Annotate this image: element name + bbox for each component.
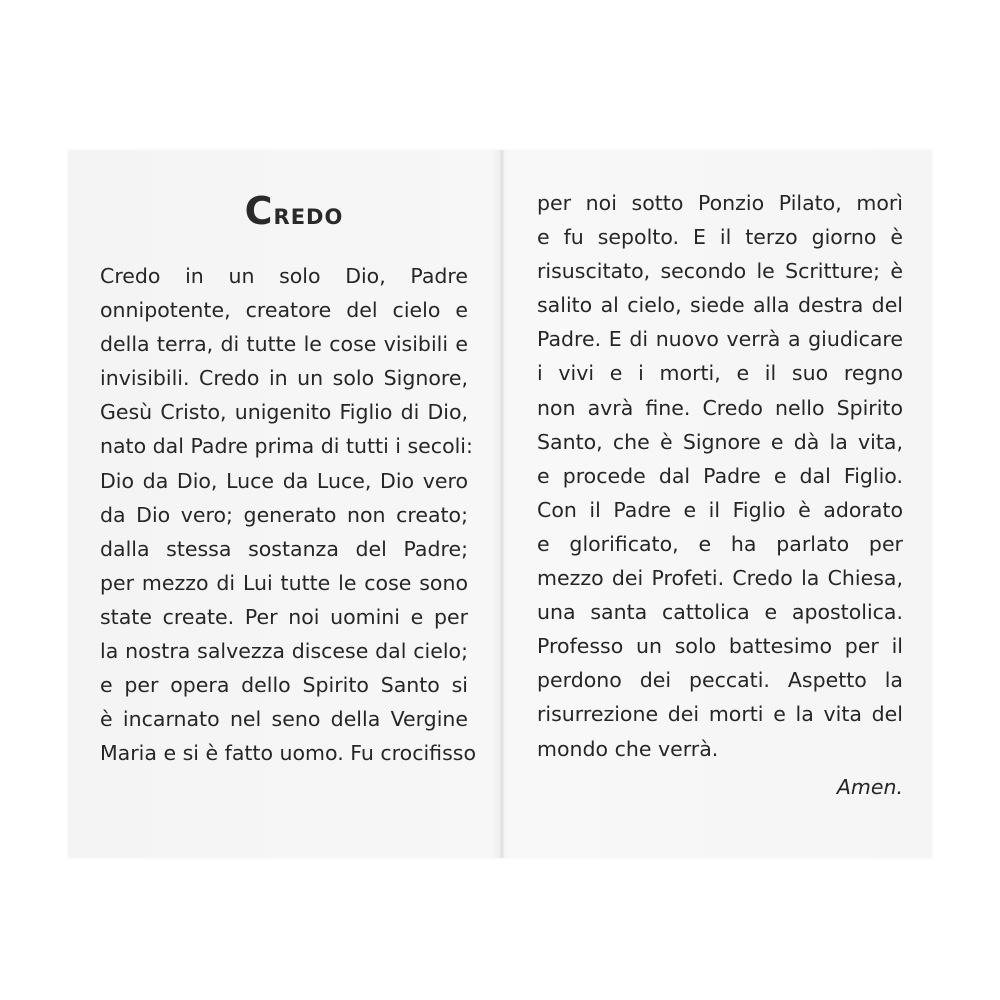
amen-line: Amen. (836, 774, 903, 799)
title-rest: redo (273, 197, 344, 232)
text-line: i vivi e i morti, e il suo regno (537, 361, 903, 386)
text-line: dalla stessa sostanza del Padre; (100, 536, 468, 561)
text-line: Con il Padre e il Figlio è adorato (537, 497, 903, 522)
text-line: una santa cattolica e apostolica. (537, 600, 903, 625)
right-page (537, 186, 903, 804)
text-line: Dio da Dio, Luce da Luce, Dio vero (100, 468, 468, 493)
left-page (100, 189, 476, 770)
text-line: onnipotente, creatore del cielo e (100, 298, 468, 323)
card-fold (500, 150, 504, 858)
text-line: mondo che verrà. (537, 736, 719, 761)
text-line: e per opera dello Spirito Santo si (100, 673, 468, 698)
text-line: e procede dal Padre e dal Figlio. (537, 463, 903, 488)
text-line: Gesù Cristo, unigenito Figlio di Dio, (100, 400, 468, 425)
prayer-title (120, 190, 468, 232)
text-line: la nostra salvezza discese dal cielo; (100, 639, 468, 664)
title-initial: C (244, 189, 274, 233)
text-line: Maria e si è fatto uomo. Fu crocifisso (100, 741, 476, 766)
text-line: perdono dei peccati. Aspetto la (537, 668, 903, 693)
text-line: della terra, di tutte le cose visibili e (100, 332, 468, 357)
text-line: salito al cielo, siede alla destra del (537, 293, 903, 318)
text-line: Credo in un solo Dio, Padre (100, 264, 468, 288)
text-line: non avrà fine. Credo nello Spirito (537, 395, 903, 420)
text-line: invisibili. Credo in un solo Signore, (100, 366, 468, 391)
text-line: per mezzo di Lui tutte le cose sono (100, 570, 468, 595)
text-line: mezzo dei Profeti. Credo la Chiesa, (537, 566, 903, 591)
text-line: risuscitato, secondo le Scritture; è (537, 259, 903, 284)
text-line: Padre. E di nuovo verrà a giudicare (537, 327, 903, 352)
text-line: per noi sotto Ponzio Pilato, morì (537, 191, 903, 215)
text-line: state create. Per noi uomini e per (100, 604, 468, 629)
text-line: è incarnato nel seno della Vergine (100, 707, 468, 732)
text-line: e fu sepolto. E il terzo giorno è (537, 225, 903, 250)
text-line: risurrezione dei morti e la vita del (537, 702, 903, 727)
text-line: e glorificato, e ha parlato per (537, 531, 903, 556)
text-line: Professo un solo battesimo per il (537, 634, 903, 659)
text-line: da Dio vero; generato non creato; (100, 502, 468, 527)
text-line: Santo, che è Signore e dà la vita, (537, 429, 903, 454)
text-line: nato dal Padre prima di tutti i secoli: (100, 434, 473, 459)
